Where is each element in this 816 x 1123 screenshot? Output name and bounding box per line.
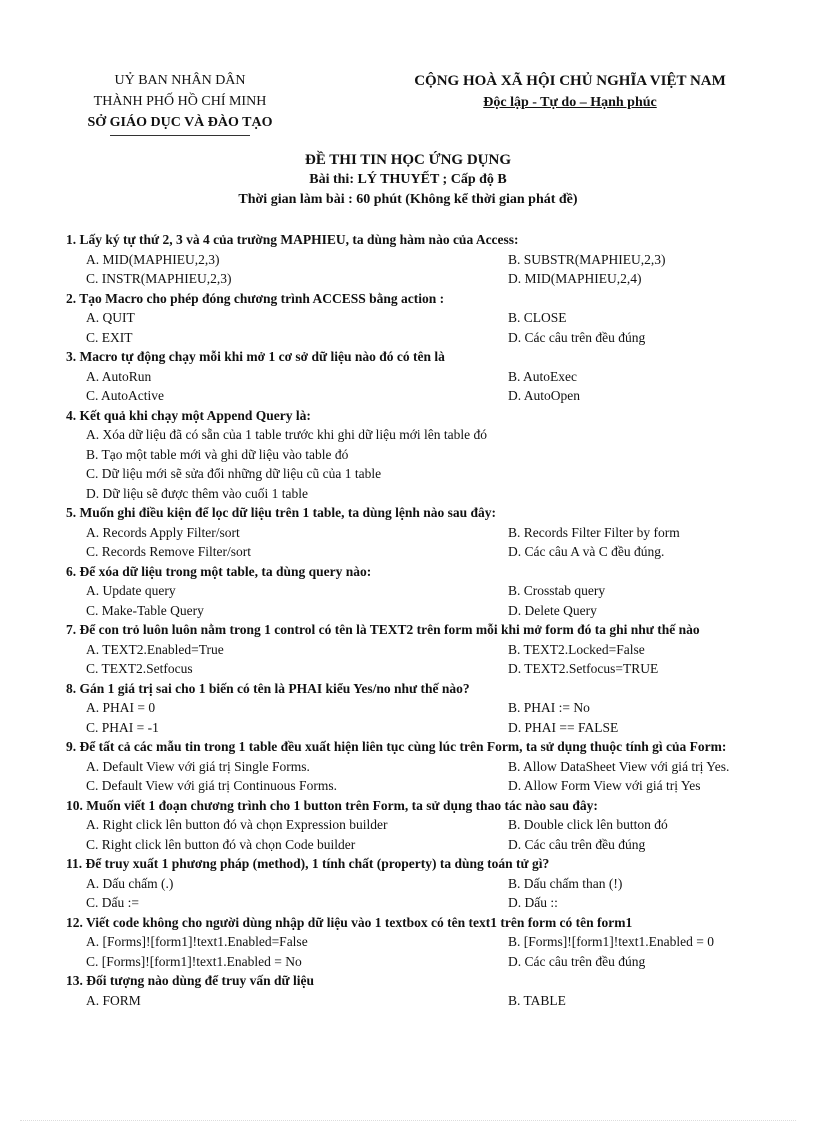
option-b: B. Double click lên button đó — [508, 817, 668, 832]
question-text: 7. Để con trỏ luôn luôn nằm trong 1 control có tên là TEXT2 trên form mỗi khi mở form đó ta ghi như thế nào — [66, 622, 700, 637]
option-c: C. INSTR(MAPHIEU,2,3) — [86, 271, 232, 286]
question-text: 12. Viết code không cho người dùng nhập dữ liệu vào 1 textbox có tên text1 trên form có tên form1 — [66, 914, 633, 930]
nation-motto: Độc lập - Tự do – Hạnh phúc — [483, 95, 657, 110]
question-9 — [66, 737, 786, 796]
option-a: A. Dấu chấm (.) — [86, 875, 174, 891]
question-2 — [66, 289, 786, 348]
page-bottom-rule — [20, 1120, 796, 1121]
question-text: 11. Để truy xuất 1 phương pháp (method), 1 tính chất (property) ta dùng toán tử gì? — [66, 856, 550, 871]
question-13 — [66, 971, 786, 1010]
question-text: 3. Macro tự động chạy mỗi khi mở 1 cơ sở dữ liệu nào đó có tên là — [66, 349, 445, 364]
option-c: C. PHAI = -1 — [86, 719, 159, 735]
option-c: C. AutoActive — [86, 388, 164, 403]
issuer-line-3: SỞ GIÁO DỤC VÀ ĐÀO TẠO — [87, 115, 273, 130]
exam-title: ĐỀ THI TIN HỌC ỨNG DỤNG — [304, 152, 511, 168]
issuer-underline — [110, 135, 250, 136]
option-b: B. Crosstab query — [508, 583, 606, 598]
option-b: B. Records Filter Filter by form — [508, 524, 680, 540]
question-text: 9. Để tất cả các mẫu tin trong 1 table đều xuất hiện liên tục cùng lúc trên Form, ta sử dụng thuộc tính gì của Form: — [66, 739, 727, 754]
question-text: 13. Đối tượng nào dùng để truy vấn dữ liệu — [66, 973, 314, 988]
issuer-line-2: THÀNH PHỐ HỒ CHÍ MINH — [93, 94, 267, 109]
question-text: 6. Để xóa dữ liệu trong một table, ta dùng query nào: — [66, 563, 372, 579]
exam-time: Thời gian làm bài : 60 phút (Không kể thời gian phát đề) — [238, 192, 578, 207]
question-4 — [66, 406, 786, 504]
option-c: C. Records Remove Filter/sort — [86, 544, 251, 559]
option-c: C. [Forms]![form1]!text1.Enabled = No — [86, 953, 302, 969]
option-b: B. SUBSTR(MAPHIEU,2,3) — [508, 251, 666, 267]
question-11 — [66, 854, 786, 913]
option-a: A. PHAI = 0 — [86, 700, 156, 715]
option-d: D. Các câu trên đều đúng — [508, 836, 646, 852]
option-b: B. TEXT2.Locked=False — [508, 641, 645, 657]
option-b: B. [Forms]![form1]!text1.Enabled = 0 — [508, 934, 714, 949]
option-b: B. TABLE — [508, 992, 566, 1008]
option-b: B. Allow DataSheet View với giá trị Yes. — [508, 758, 730, 774]
question-text: 2. Tạo Macro cho phép đóng chương trình ACCESS bằng action : — [66, 290, 445, 306]
option-b: B. PHAI := No — [508, 700, 590, 715]
question-3 — [66, 347, 786, 406]
option-d: D. Các câu trên đều đúng — [508, 329, 646, 345]
question-1 — [66, 230, 786, 289]
option-a: A. Right click lên button đó và chọn Expression builder — [86, 817, 388, 832]
option-b: B. CLOSE — [508, 310, 567, 325]
question-6 — [66, 562, 786, 621]
exam-title-block — [0, 150, 816, 210]
option-a: A. AutoRun — [86, 368, 152, 384]
option-d: D. TEXT2.Setfocus=TRUE — [508, 661, 659, 676]
option-c: C. EXIT — [86, 329, 133, 345]
question-8 — [66, 679, 786, 738]
option-d: D. Dấu :: — [508, 895, 558, 910]
option-b: B. Dấu chấm than (!) — [508, 875, 623, 891]
option-d: D. Delete Query — [508, 602, 597, 618]
option-a: A. MID(MAPHIEU,2,3) — [86, 251, 220, 267]
option-a: A. Update query — [86, 583, 176, 598]
nation-block — [380, 70, 760, 114]
option-d: D. Các câu A và C đều đúng. — [508, 544, 665, 559]
option-d: D. AutoOpen — [508, 388, 580, 403]
option-c: C. Default View với giá trị Continuous Forms. — [86, 778, 337, 793]
option-c: C. Make-Table Query — [86, 602, 204, 618]
option-d: D. PHAI == FALSE — [508, 719, 619, 735]
nation-title: CỘNG HOÀ XÃ HỘI CHỦ NGHĨA VIỆT NAM — [414, 73, 726, 89]
exam-subtitle: Bài thi: LÝ THUYẾT ; Cấp độ B — [309, 172, 507, 187]
option-c: C. Right click lên button đó và chọn Code builder — [86, 836, 356, 852]
option-a: A. TEXT2.Enabled=True — [86, 641, 224, 657]
question-10 — [66, 796, 786, 855]
option-a: A. Default View với giá trị Single Forms. — [86, 758, 310, 774]
question-7 — [66, 620, 786, 679]
option-d: D. Allow Form View với giá trị Yes — [508, 778, 701, 793]
option-d: D. Các câu trên đều đúng — [508, 953, 646, 969]
option-a: A. QUIT — [86, 310, 135, 325]
option-a: A. [Forms]![form1]!text1.Enabled=False — [86, 934, 308, 949]
issuer-line-1: UỶ BAN NHÂN DÂN — [114, 73, 246, 88]
question-text: 1. Lấy ký tự thứ 2, 3 và 4 của trường MAPHIEU, ta dùng hàm nào của Access: — [66, 232, 519, 247]
option-a: A. FORM — [86, 992, 141, 1008]
option-c: C. Dữ liệu mới sẽ sửa đổi những dữ liệu cũ của 1 table — [86, 466, 382, 481]
option-b: B. Tạo một table mới và ghi dữ liệu vào table đó — [86, 446, 349, 462]
question-text: 5. Muốn ghi điều kiện để lọc dữ liệu trên 1 table, ta dùng lệnh nào sau đây: — [66, 505, 497, 520]
question-text: 10. Muốn viết 1 đoạn chương trình cho 1 button trên Form, ta sử dụng thao tác nào sau đây: — [66, 797, 598, 813]
option-b: B. AutoExec — [508, 368, 577, 384]
question-5 — [66, 503, 786, 562]
option-c: C. TEXT2.Setfocus — [86, 661, 193, 676]
issuer-block — [60, 70, 300, 136]
question-list — [66, 230, 786, 1010]
option-d: D. Dữ liệu sẽ được thêm vào cuối 1 table — [86, 485, 308, 501]
option-a: A. Xóa dữ liệu đã có sẵn của 1 table trước khi ghi dữ liệu mới lên table đó — [86, 427, 487, 442]
question-12 — [66, 913, 786, 972]
question-text: 4. Kết quả khi chạy một Append Query là: — [66, 407, 311, 423]
option-c: C. Dấu := — [86, 895, 139, 910]
question-text: 8. Gán 1 giá trị sai cho 1 biến có tên là PHAI kiểu Yes/no như thế nào? — [66, 680, 470, 696]
option-d: D. MID(MAPHIEU,2,4) — [508, 271, 642, 286]
option-a: A. Records Apply Filter/sort — [86, 524, 240, 540]
